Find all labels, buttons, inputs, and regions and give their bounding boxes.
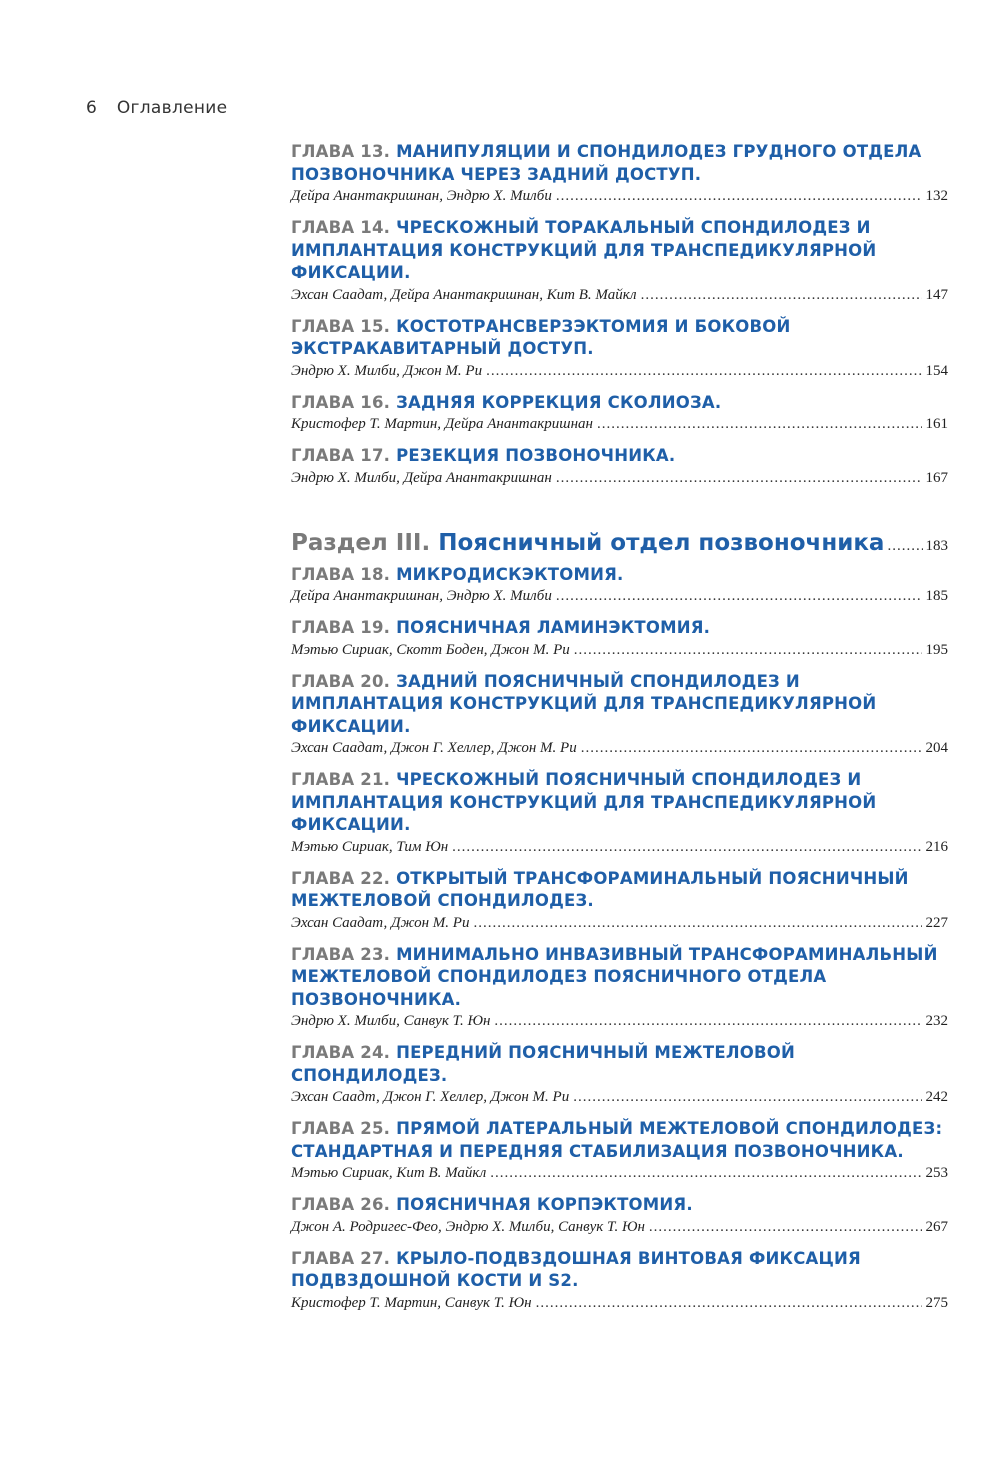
section-name: Поясничный отдел позвоночника [438, 529, 885, 556]
leader-dots [494, 1011, 921, 1031]
chapter-title [291, 671, 948, 739]
leader-dots [574, 640, 922, 660]
authors-line [291, 1293, 948, 1313]
chapter-name: ПРЯМОЙ ЛАТЕРАЛЬНЫЙ МЕЖТЕЛОВОЙ СПОНДИЛОДЕЗ: СТАНДАРТНАЯ И ПЕРЕДНЯЯ СТАБИЛИЗАЦИЯ ПОЗВОНОЧНИКА. [291, 1119, 943, 1161]
chapter-page: 154 [925, 362, 948, 379]
chapter-authors: Кристофер Т. Мартин, Дейра Анантакришнан [291, 416, 593, 432]
toc-entry-14[interactable] [291, 217, 948, 305]
chapter-name: ЧРЕСКОЖНЫЙ ТОРАКАЛЬНЫЙ СПОНДИЛОДЕЗ И ИМПЛАНТАЦИЯ КОНСТРУКЦИЙ ДЛЯ ТРАНСПЕДИКУЛЯРНОЙ ФИКСАЦИИ. [291, 218, 877, 282]
page-number: 6 [86, 98, 98, 118]
running-head [86, 98, 227, 118]
chapter-label: ГЛАВА 26. [291, 1195, 391, 1214]
leader-dots [556, 468, 922, 488]
chapter-title [291, 1118, 948, 1163]
toc-entry-13[interactable] [291, 141, 948, 206]
table-of-contents [291, 141, 948, 1313]
leader-dots [536, 1293, 922, 1313]
chapter-title [291, 868, 948, 913]
chapter-authors: Кристофер Т. Мартин, Санвук Т. Юн [291, 1294, 532, 1311]
chapter-title [291, 769, 948, 837]
toc-entry-23[interactable] [291, 944, 948, 1032]
chapter-authors: Эхсан Саадат, Джон Г. Хеллер, Джон М. Ри [291, 740, 577, 756]
chapter-label: ГЛАВА 13. [291, 142, 391, 161]
toc-entry-15[interactable] [291, 316, 948, 381]
chapter-label: ГЛАВА 15. [291, 316, 391, 336]
leader-dots [556, 586, 922, 606]
authors-line [291, 468, 948, 488]
toc-entry-19[interactable] [291, 617, 948, 660]
running-head-title: Оглавление [116, 98, 228, 118]
chapter-page: 242 [925, 1089, 948, 1105]
chapter-label: ГЛАВА 21. [291, 770, 391, 789]
chapter-title [291, 1248, 948, 1293]
chapter-label: ГЛАВА 14. [291, 218, 391, 237]
chapter-label: ГЛАВА 18. [291, 564, 391, 584]
chapter-authors: Эхсан Саадат, Джон М. Ри [291, 914, 470, 931]
authors-line [291, 285, 948, 305]
chapter-name: ЗАДНИЙ ПОЯСНИЧНЫЙ СПОНДИЛОДЕЗ И ИМПЛАНТАЦИЯ КОНСТРУКЦИЙ ДЛЯ ТРАНСПЕДИКУЛЯРНОЙ ФИКСАЦИИ. [291, 671, 877, 736]
toc-entry-21[interactable] [291, 769, 948, 857]
authors-line [291, 738, 948, 758]
chapter-page: 147 [925, 286, 948, 303]
authors-line [291, 586, 948, 606]
leader-dots [573, 1087, 921, 1107]
chapter-page: 167 [925, 469, 948, 486]
toc-entry-24[interactable] [291, 1042, 948, 1107]
chapter-label: ГЛАВА 17. [291, 446, 391, 465]
chapter-title [291, 445, 948, 468]
chapter-title [291, 141, 948, 186]
toc-entry-22[interactable] [291, 868, 948, 933]
leader-dots [641, 285, 922, 305]
chapter-name: ЧРЕСКОЖНЫЙ ПОЯСНИЧНЫЙ СПОНДИЛОДЕЗ И ИМПЛАНТАЦИЯ КОНСТРУКЦИЙ ДЛЯ ТРАНСПЕДИКУЛЯРНОЙ ФИКСАЦИИ. [291, 770, 877, 834]
chapter-label: ГЛАВА 19. [291, 618, 391, 637]
authors-line [291, 837, 948, 857]
chapter-authors: Эхсан Саадт, Джон Г. Хеллер, Джон М. Ри [291, 1089, 570, 1105]
chapter-page: 275 [925, 1294, 948, 1311]
section-label: Раздел III. [291, 529, 431, 556]
chapter-name: РЕЗЕКЦИЯ ПОЗВОНОЧНИКА. [396, 446, 676, 465]
chapter-page: 161 [925, 416, 948, 432]
leader-dots [597, 414, 922, 434]
chapter-name: ЗАДНЯЯ КОРРЕКЦИЯ СКОЛИОЗА. [396, 392, 722, 412]
chapter-name: КОСТОТРАНСВЕРЗЭКТОМИЯ И БОКОВОЙ ЭКСТРАКАВИТАРНЫЙ ДОСТУП. [291, 316, 791, 358]
chapter-authors: Эндрю Х. Милби, Джон М. Ри [291, 362, 483, 379]
chapter-authors: Эндрю Х. Милби, Санвук Т. Юн [291, 1013, 491, 1029]
chapter-page: 267 [925, 1218, 948, 1235]
chapter-name: МИКРОДИСКЭКТОМИЯ. [396, 564, 624, 584]
chapter-authors: Дейра Анантакришнан, Эндрю Х. Милби [291, 188, 552, 204]
chapter-name: МАНИПУЛЯЦИИ И СПОНДИЛОДЕЗ ГРУДНОГО ОТДЕЛА ПОЗВОНОЧНИКА ЧЕРЕЗ ЗАДНИЙ ДОСТУП. [291, 142, 922, 184]
chapter-page: 132 [925, 188, 948, 204]
toc-entry-25[interactable] [291, 1118, 948, 1183]
chapter-page: 185 [925, 588, 948, 604]
chapter-label: ГЛАВА 25. [291, 1119, 391, 1138]
chapter-label: ГЛАВА 23. [291, 944, 391, 964]
chapter-name: ОТКРЫТЫЙ ТРАНСФОРАМИНАЛЬНЫЙ ПОЯСНИЧНЫЙ МЕЖТЕЛОВОЙ СПОНДИЛОДЕЗ. [291, 868, 909, 910]
chapter-authors: Мэтью Сириак, Скотт Боден, Джон М. Ри [291, 641, 570, 658]
chapter-label: ГЛАВА 27. [291, 1248, 391, 1268]
chapter-authors: Дейра Анантакришнан, Эндрю Х. Милби [291, 588, 552, 604]
chapter-authors: Эхсан Саадат, Дейра Анантакришнан, Кит В. Майкл [291, 286, 637, 303]
toc-entry-16[interactable] [291, 392, 948, 435]
authors-line [291, 1087, 948, 1107]
chapter-page: 204 [925, 740, 948, 756]
chapter-authors: Мэтью Сириак, Тим Юн [291, 838, 449, 855]
chapter-page: 195 [925, 641, 948, 658]
toc-entry-26[interactable] [291, 1194, 948, 1237]
toc-entry-27[interactable] [291, 1248, 948, 1313]
chapter-page: 232 [925, 1013, 948, 1029]
section-heading[interactable] [291, 530, 948, 556]
authors-line [291, 1011, 948, 1031]
leader-dots [486, 361, 921, 381]
authors-line [291, 913, 948, 933]
authors-line [291, 1217, 948, 1237]
chapter-title [291, 392, 948, 415]
authors-line [291, 640, 948, 660]
toc-entry-18[interactable] [291, 564, 948, 607]
section-page: 183 [925, 537, 948, 554]
chapter-title [291, 217, 948, 285]
authors-line [291, 414, 948, 434]
leader-dots [556, 186, 922, 206]
chapter-title [291, 617, 948, 640]
chapter-page: 253 [925, 1165, 948, 1181]
chapter-label: ГЛАВА 16. [291, 392, 391, 412]
authors-line [291, 186, 948, 206]
leader-dots [490, 1163, 921, 1183]
chapter-name: ПОЯСНИЧНАЯ ЛАМИНЭКТОМИЯ. [396, 618, 711, 637]
chapter-label: ГЛАВА 24. [291, 1043, 391, 1062]
chapter-title [291, 316, 948, 361]
leader-dots [452, 837, 921, 857]
chapter-authors: Эндрю Х. Милби, Дейра Анантакришнан [291, 469, 552, 486]
chapter-name: ПЕРЕДНИЙ ПОЯСНИЧНЫЙ МЕЖТЕЛОВОЙ СПОНДИЛОДЕЗ. [291, 1043, 795, 1085]
authors-line [291, 361, 948, 381]
chapter-title [291, 1194, 948, 1217]
leader-dots [473, 913, 921, 933]
chapter-title [291, 564, 948, 587]
leader-dots [887, 538, 922, 555]
chapter-page: 227 [925, 914, 948, 931]
chapter-page: 216 [925, 838, 948, 855]
chapter-title [291, 944, 948, 1012]
section-title [291, 530, 884, 556]
chapter-name: МИНИМАЛЬНО ИНВАЗИВНЫЙ ТРАНСФОРАМИНАЛЬНЫЙ МЕЖТЕЛОВОЙ СПОНДИЛОДЕЗ ПОЯСНИЧНОГО ОТДЕЛА ПОЗВОНОЧНИКА. [291, 944, 938, 1009]
chapter-name: КРЫЛО-ПОДВЗДОШНАЯ ВИНТОВАЯ ФИКСАЦИЯ ПОДВЗДОШНОЙ КОСТИ И S2. [291, 1248, 861, 1290]
chapter-name: ПОЯСНИЧНАЯ КОРПЭКТОМИЯ. [396, 1195, 693, 1214]
leader-dots [649, 1217, 922, 1237]
toc-entry-20[interactable] [291, 671, 948, 759]
toc-entry-17[interactable] [291, 445, 948, 488]
chapter-title [291, 1042, 948, 1087]
authors-line [291, 1163, 948, 1183]
chapter-label: ГЛАВА 20. [291, 671, 391, 691]
chapter-label: ГЛАВА 22. [291, 868, 391, 888]
leader-dots [581, 738, 922, 758]
chapter-authors: Джон А. Родригес-Фео, Эндрю Х. Милби, Санвук Т. Юн [291, 1218, 645, 1235]
chapter-authors: Мэтью Сириак, Кит В. Майкл [291, 1165, 487, 1181]
